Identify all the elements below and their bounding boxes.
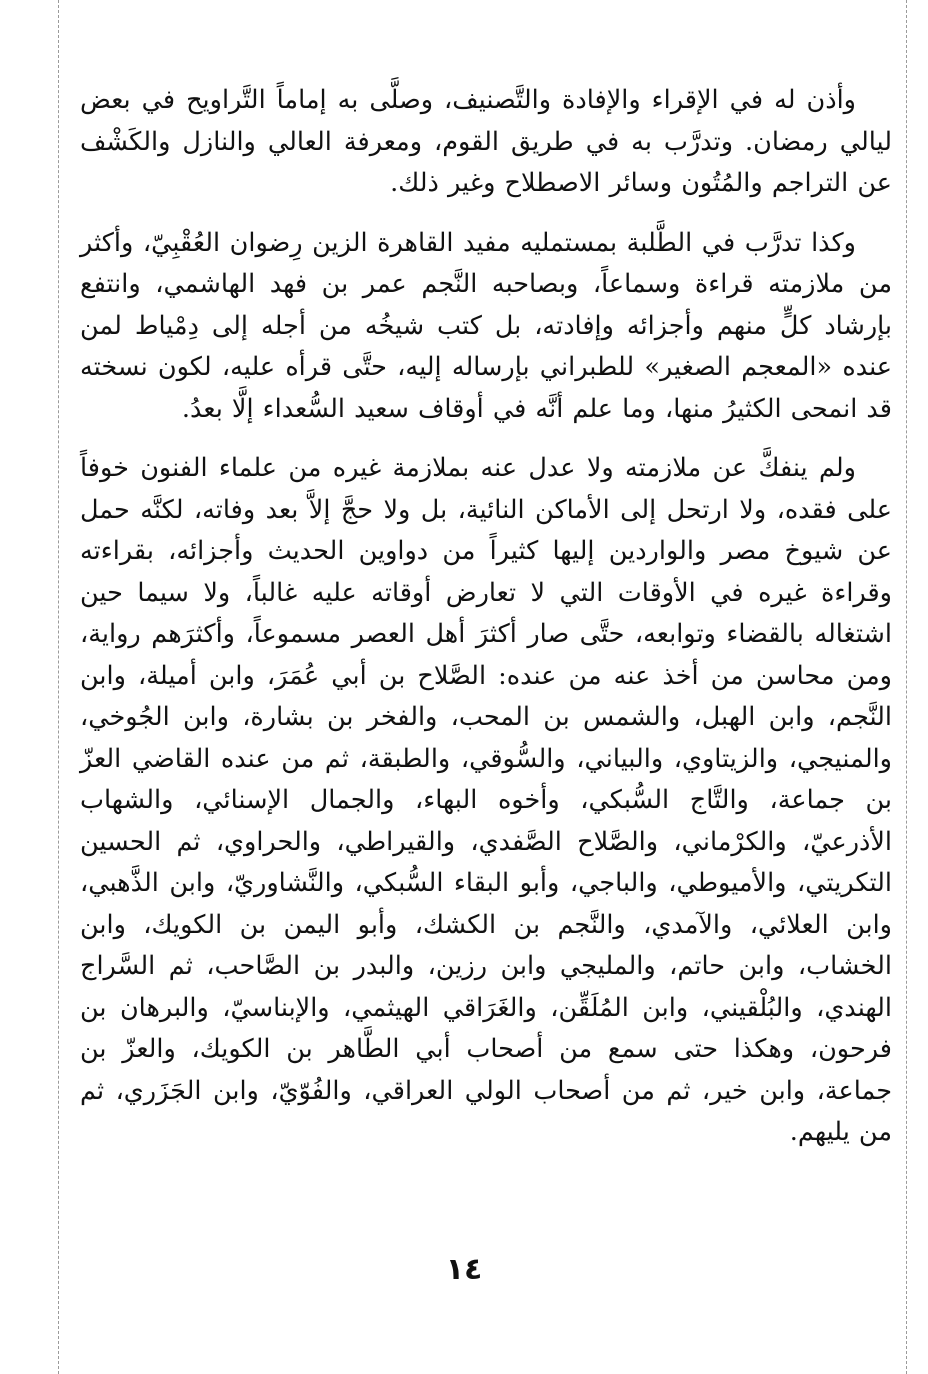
page-number: ١٤: [445, 1252, 483, 1287]
paragraph-2: وكذا تدرَّب في الطَّلبة بمستمليه مفيد القاهرة الزين رِضوان العُقْبِيّ، وأكثر من ملازمته قراءة وسماعاً، وبصاحبه النَّجم عمر بن فهد الهاشمي، وانتفع بإرشاد كلٍّ منهم وأجزائه وإفادته، بل كتب شيخُه من أجله إلى دِمْياط لمن عنده «المعجم الصغير» للطبراني بإرساله إليه، حتَّى قرأه عليه، لكون نسخته قد انمحى الكثيرُ منها، وما علم أنَّه في أوقاف سعيد السُّعداء إلَّا بعدُ.: [80, 227, 892, 424]
paragraph-3: ولم ينفكَّ عن ملازمته ولا عدل عنه بملازمة غيره من علماء الفنون خوفاً على فقده، ولا ارتحل إلى الأماكن النائية، بل ولا حجَّ إلاَّ بعد وفاته، لكنَّه حمل عن شيوخ مصر والواردين إليها كثيراً من دواوين الحديث وأجزائه، بقراءته وقراءة غيره في الأوقات التي لا تعارض أوقاته عليه غالباً، ولا سيما حين اشتغاله بالقضاء وتوابعه، حتَّى صار أكثرَ أهل العصر مسموعاً، وأكثرَهم رواية، ومن محاسن من أخذ عنه من عنده: الصَّلاح بن أبي عُمَرَ، وابن أميلة، وابن النَّجم، وابن الهبل، والشمس بن المحب، والفخر بن بشارة، وابن الجُوخي، والمنيجي، والزيتاوي، والبياني، والسُّوقي، والطبقة، ثم من عنده القاضي العزّ بن جماعة، والتَّاج السُّبكي، وأخوه البهاء، والجمال الإسنائي، والشهاب الأذرعيّ، والكرْماني، والصَّلاح الصَّفدي، والقيراطي، والحراوي، ثم الحسين التكريتي، والأميوطي، والباجي، وأبو البقاء السُّبكي، والنَّشاوريّ، وابن الذَّهبي، وابن العلائي، والآمدي، والنَّجم بن الكشك، وأبو اليمن بن الكويك، وابن الخشاب، وابن حاتم، والمليجي وابن رزين، والبدر بن الصَّاحب، ثم السَّراج الهندي، والبُلْقيني، وابن المُلَقِّن، والغَرَاقي الهيثمي، والإبناسيّ، والبرهان بن فرحون، وهكذا حتى سمع من أصحاب أبي الطَّاهر بن الكويك، والعزّ بن جماعة، وابن خير، ثم من أصحاب الولي العراقي، والفُوّيّ، وابن الجَزَري، ثم من يليهم.: [80, 453, 892, 1147]
book-page-body: [80, 80, 892, 1154]
scan-margin-line-left: [58, 0, 59, 1374]
paragraph-1: وأذن له في الإقراء والإفادة والتَّصنيف، وصلَّى به إماماً التَّراويح في بعض ليالي رمضان. وتدرَّب به في طريق القوم، ومعرفة العالي والنازل والكَشْف عن التراجم والمُتُون وسائر الاصطلاح وغير ذلك.: [80, 85, 892, 198]
scan-margin-line-right: [906, 0, 907, 1374]
